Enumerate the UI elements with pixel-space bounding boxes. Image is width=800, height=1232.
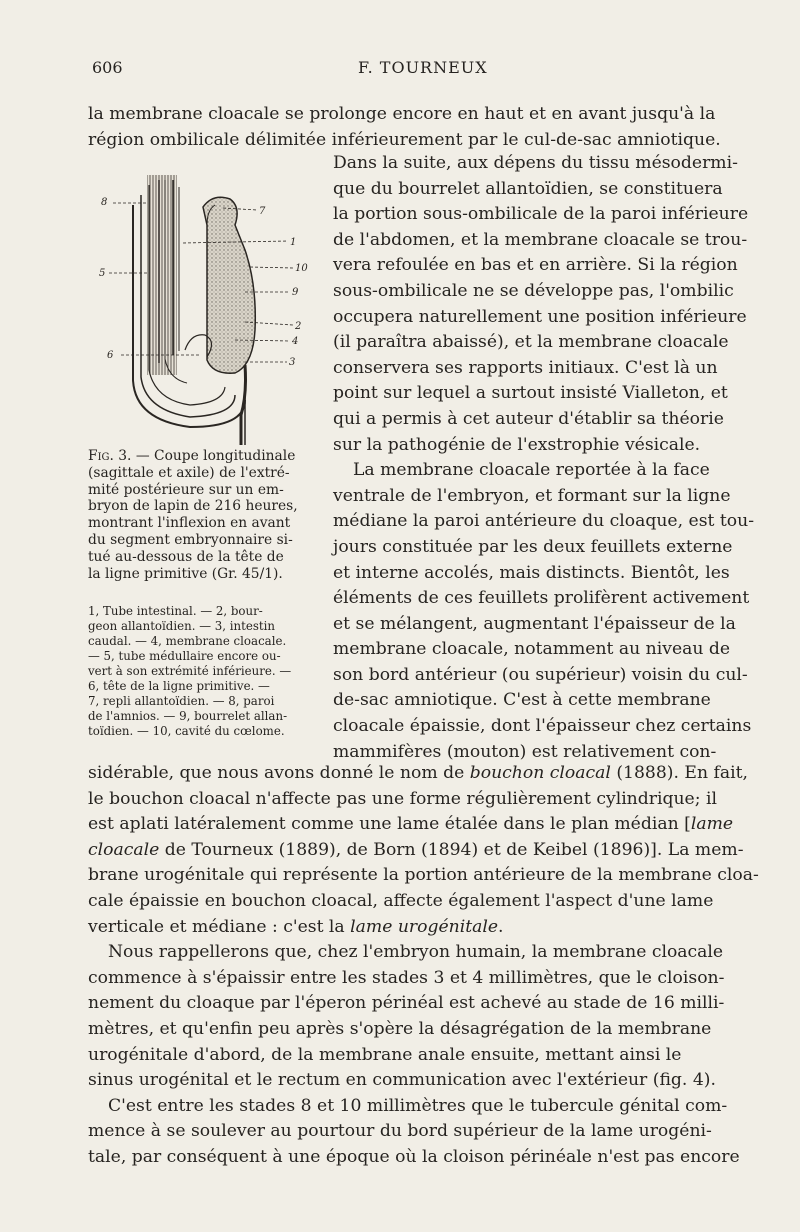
text-line: région ombilicale délimitée inférieurement par le cul-de-sac amniotique. — [88, 129, 721, 150]
figure-label: 7 — [259, 206, 266, 217]
running-title: F. TOURNEUX — [358, 58, 488, 77]
text-line: son bord antérieur (ou supérieur) voisin du cul- — [333, 664, 748, 685]
text-line: La membrane cloacale reportée à la face — [353, 460, 710, 481]
caption-line: la ligne primitive (Gr. 45/1). — [88, 565, 283, 582]
text-line: verticale et médiane : c'est la lame urogénitale. — [88, 916, 504, 937]
legend-line: de l'amnios. — 9, bourrelet allan- — [88, 709, 288, 723]
running-head — [88, 58, 738, 84]
text-line: éléments de ces feuillets prolifèrent activement — [333, 588, 750, 609]
text-line: membrane cloacale, notamment au niveau de — [333, 639, 731, 660]
italic-term: lame urogénitale — [350, 916, 499, 937]
text-line: brane urogénitale qui représente la portion antérieure de la membrane cloa- — [88, 865, 759, 886]
figure-label: 9 — [292, 287, 299, 298]
text-line: cloacale épaissie, dont l'épaisseur chez certains — [333, 716, 752, 737]
caption-line: bryon de lapin de 216 heures, — [88, 498, 298, 515]
figure-label: 3 — [289, 357, 296, 368]
text-line: vera refoulée en bas et en arrière. Si la région — [333, 255, 738, 276]
legend-line: 6, tête de la ligne primitive. — — [88, 679, 270, 693]
text-line: point sur lequel a surtout insisté Vialleton, et — [333, 383, 728, 404]
text-line: sur la pathogénie de l'exstrophie vésicale. — [333, 434, 701, 455]
text-line: nement du cloaque par l'éperon périnéal est achevé au stade de 16 milli- — [88, 993, 725, 1014]
text-line: cloacale de Tourneux (1889), de Born (1894) et de Keibel (1896)]. La mem- — [88, 839, 744, 860]
legend-line: caudal. — 4, membrane cloacale. — [88, 634, 287, 648]
italic-term: lame — [690, 814, 734, 835]
italic-term: bouchon cloacal — [469, 763, 611, 783]
figure-label: 8 — [101, 197, 108, 208]
text-line: conservera ses rapports initiaux. C'est là un — [333, 357, 718, 378]
text-line: C'est entre les stades 8 et 10 millimètres que le tubercule génital com- — [108, 1095, 728, 1116]
figure-label: 5 — [99, 268, 106, 279]
text-line: est aplati latéralement comme une lame étalée dans le plan médian [lame — [88, 814, 734, 835]
legend-line: geon allantoïdien. — 3, intestin — [88, 619, 276, 633]
figure-label: 6 — [107, 350, 114, 361]
text-line: la portion sous-ombilicale de la paroi inférieure — [333, 204, 749, 225]
text-line: le bouchon cloacal n'affecte pas une forme régulièrement cylindrique; il — [88, 788, 717, 809]
text-line: et se mélangent, augmentant l'épaisseur de la — [333, 613, 736, 634]
text-line: urogénitale d'abord, de la membrane anale ensuite, mettant ainsi le — [88, 1044, 682, 1065]
text-line: sidérable, que nous avons donné le nom de bouchon cloacal (1888). En fait, — [88, 763, 748, 783]
legend-line: vert à son extrémité inférieure. — — [88, 664, 292, 678]
caption-line: — Coupe longitudinale — [131, 448, 296, 464]
figure-label: 4 — [292, 336, 299, 347]
embryo-section-drawing — [95, 165, 320, 445]
caption-line: mité postérieure sur un em- — [88, 481, 284, 498]
text-line: Dans la suite, aux dépens du tissu mésodermi- — [333, 153, 738, 173]
leader-lines — [109, 203, 293, 362]
text-line: qui a permis à cet auteur d'établir sa théorie — [333, 408, 724, 429]
figure-label: 2 — [295, 321, 302, 332]
figure-3-drawing — [95, 165, 320, 445]
text-line: médiane la paroi antérieure du cloaque, est tou- — [333, 511, 755, 532]
text-line: occupera naturellement une position inférieure — [333, 306, 747, 327]
italic-term: cloacale — [88, 839, 160, 860]
page-number: 606 — [92, 58, 123, 77]
text-line: (il paraîtra abaissé), et la membrane cloacale — [333, 332, 729, 353]
text-line: sous-ombilicale ne se développe pas, l'ombilic — [333, 280, 734, 301]
text-line: cale épaissie en bouchon cloacal, affecte également l'aspect d'une lame — [88, 890, 714, 911]
figure-legend — [88, 604, 318, 739]
text-line: la membrane cloacale se prolonge encore en haut et en avant jusqu'à la — [88, 104, 716, 124]
text-line: et interne accolés, mais distincts. Bientôt, les — [333, 562, 730, 583]
figure-label: 10 — [295, 263, 308, 274]
text-line: tale, par conséquent à une époque où la cloison périnéale n'est pas encore — [88, 1146, 740, 1167]
text-line: que du bourrelet allantoïdien, se constituera — [333, 178, 723, 199]
text-line: jours constituée par les deux feuillets externe — [333, 536, 733, 557]
legend-line: 7, repli allantoïdien. — 8, paroi — [88, 694, 275, 708]
text-line: mence à se soulever au pourtour du bord supérieur de la lame urogéni- — [88, 1121, 712, 1142]
paragraph-bottom — [88, 761, 759, 1171]
text-line: sinus urogénital et le rectum en communication avec l'extérieur (fig. 4). — [88, 1070, 716, 1091]
caption-line: tué au-dessous de la tête de — [88, 548, 284, 565]
text-line: Nous rappellerons que, chez l'embryon humain, la membrane cloacale — [108, 942, 724, 963]
legend-line: toïdien. — 10, cavité du cœlome. — [88, 724, 285, 738]
figure-caption — [88, 448, 318, 582]
text-line: mètres, et qu'enfin peu après s'opère la désagrégation de la membrane — [88, 1018, 712, 1039]
figure-caption-label: Fig. 3. — [88, 448, 132, 464]
text-line: de-sac amniotique. C'est à cette membrane — [333, 690, 711, 711]
legend-line: — 5, tube médullaire encore ou- — [88, 649, 281, 663]
paragraph-right — [333, 151, 755, 765]
caption-line: du segment embryonnaire si- — [88, 531, 293, 548]
figure-label: 1 — [290, 237, 297, 248]
legend-line: 1, Tube intestinal. — 2, bour- — [88, 604, 263, 618]
text-line: mammifères (mouton) est relativement con- — [333, 741, 717, 762]
text-line: de l'abdomen, et la membrane cloacale se trou- — [333, 229, 748, 250]
text-line: commence à s'épaissir entre les stades 3 et 4 millimètres, que le cloison- — [88, 967, 725, 988]
caption-line: (sagittale et axile) de l'extré- — [88, 464, 290, 481]
text-line: ventrale de l'embryon, et formant sur la ligne — [333, 485, 731, 506]
caption-line: montrant l'inflexion en avant — [88, 515, 291, 532]
paragraph-top — [88, 102, 736, 153]
